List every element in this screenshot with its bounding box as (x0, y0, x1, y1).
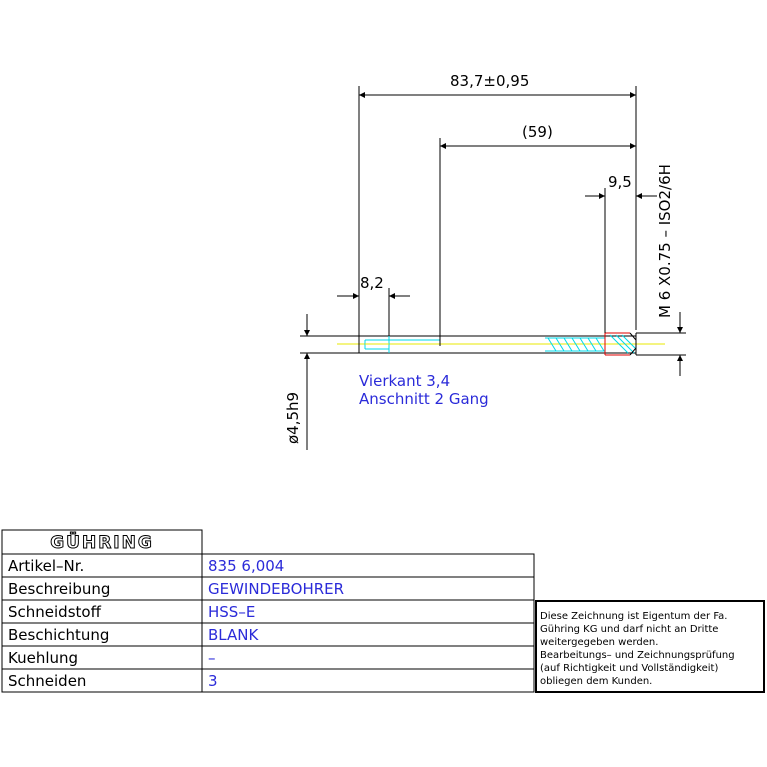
row-label: Artikel–Nr. (8, 557, 85, 575)
table-row (8, 649, 216, 667)
table-row (8, 603, 255, 621)
table-row (8, 557, 284, 575)
row-value: GEWINDEBOHRER (208, 580, 345, 598)
dim-thread-length (585, 173, 657, 333)
square-end (365, 336, 389, 353)
row-label: Schneidstoff (8, 603, 101, 621)
row-value: 3 (208, 672, 218, 690)
shank-dia-label: ø4,5h9 (284, 391, 302, 444)
row-label: Kuehlung (8, 649, 79, 667)
row-label: Beschichtung (8, 626, 110, 644)
title-block (2, 530, 764, 692)
row-value: 835 6,004 (208, 557, 285, 575)
dim-thread-length-label: 9,5 (608, 173, 632, 191)
note-chamfer: Anschnitt 2 Gang (359, 390, 489, 408)
dim-square-length-label: 8,2 (360, 274, 384, 292)
table-row (8, 626, 259, 644)
row-value: HSS–E (208, 603, 256, 621)
disclaimer-line: Bearbeitungs– und Zeichnungsprüfung (540, 650, 735, 661)
disclaimer-line: Gühring KG und darf nicht an Dritte (540, 624, 719, 635)
row-label: Beschreibung (8, 580, 111, 598)
dim-overall-label: 83,7±0,95 (450, 72, 530, 90)
row-label: Schneiden (8, 672, 87, 690)
guehring-logo: GÜHRING (50, 533, 154, 553)
dim-middle-label: (59) (522, 123, 553, 141)
tool-body (337, 333, 665, 355)
disclaimer-line: weitergegeben werden. (540, 637, 659, 648)
row-value: – (208, 649, 216, 667)
table-row (8, 580, 344, 598)
disclaimer-line: obliegen dem Kunden. (540, 676, 653, 687)
disclaimer-line: Diese Zeichnung ist Eigentum der Fa. (540, 611, 728, 622)
row-value: BLANK (208, 626, 259, 644)
thread-spec-label: M 6 X0.75 – ISO2/6H (656, 164, 674, 318)
dim-square-length (337, 274, 410, 336)
dim-middle (440, 123, 636, 336)
disclaimer-box (536, 601, 764, 692)
table-row (8, 672, 218, 690)
disclaimer-line: (auf Richtigkeit und Vollständigkeit) (540, 663, 719, 674)
dim-shank-dia (284, 314, 359, 450)
note-square: Vierkant 3,4 (359, 372, 451, 390)
